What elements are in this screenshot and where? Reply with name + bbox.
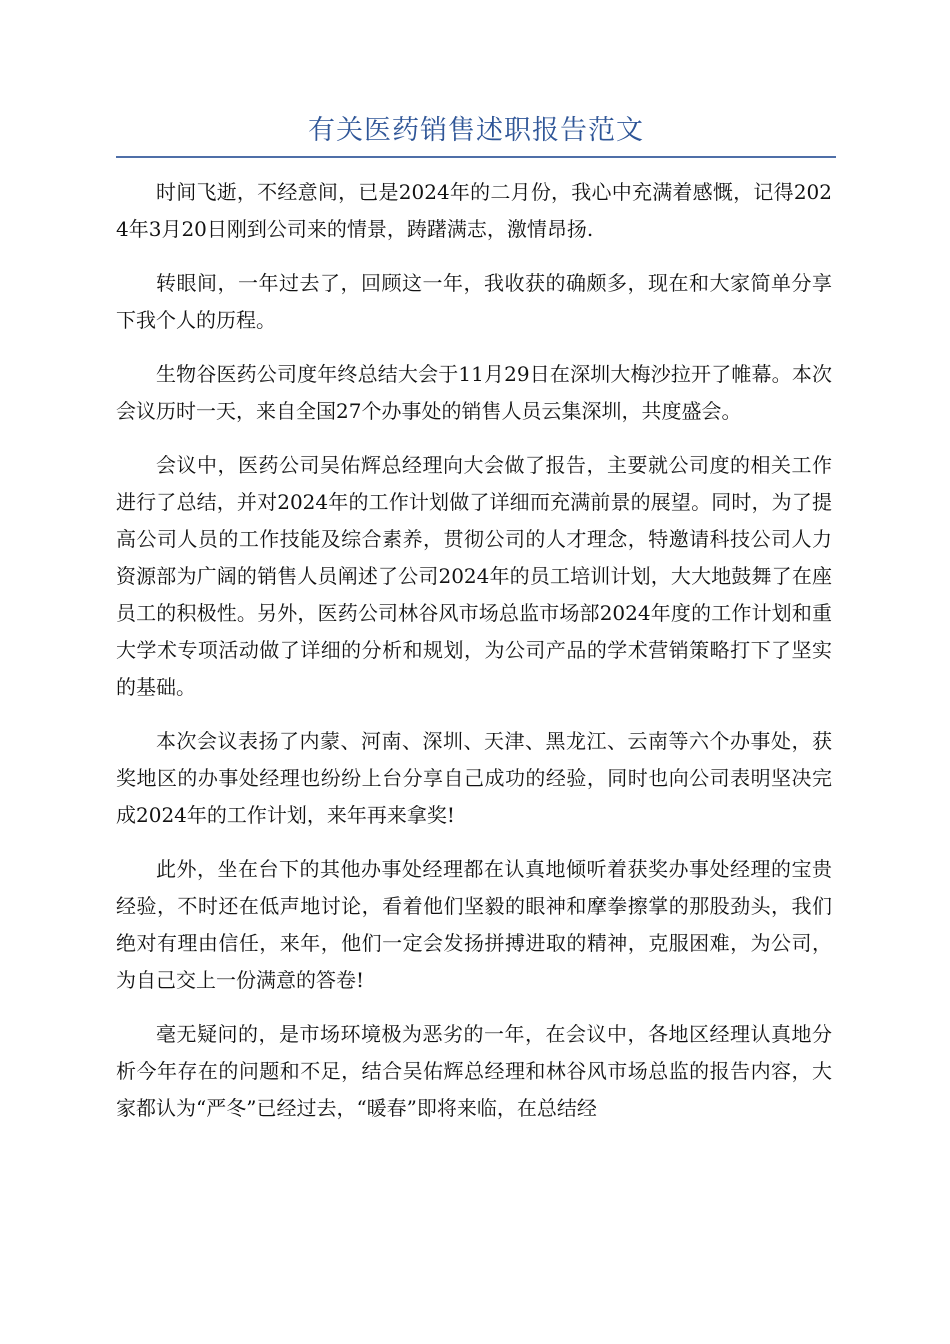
paragraph-6: 此外，坐在台下的其他办事处经理都在认真地倾听着获奖办事处经理的宝贵经验，不时还在低声地讨论，看着他们坚毅的眼神和摩拳擦掌的那股劲头，我们绝对有理由信任，来年，他们一定会发扬拼搏进取的精神，克服困难，为公司，为自己交上一份满意的答卷! bbox=[116, 857, 832, 992]
paragraph-3: 生物谷医药公司度年终总结大会于11月29日在深圳大梅沙拉开了帷幕。本次会议历时一天，来自全国27个办事处的销售人员云集深圳，共度盛会。 bbox=[116, 362, 832, 423]
paragraph-2: 转眼间，一年过去了，回顾这一年，我收获的确颇多，现在和大家简单分享下我个人的历程。 bbox=[116, 271, 832, 332]
paragraph-5: 本次会议表扬了内蒙、河南、深圳、天津、黑龙江、云南等六个办事处，获奖地区的办事处经理也纷纷上台分享自己成功的经验，同时也向公司表明坚决完成2024年的工作计划，来年再来拿奖! bbox=[116, 729, 832, 827]
document-title: 有关医药销售述职报告范文 bbox=[308, 115, 644, 146]
paragraph-4: 会议中，医药公司吴佑辉总经理向大会做了报告，主要就公司度的相关工作进行了总结，并对2024年的工作计划做了详细而充满前景的展望。同时，为了提高公司人员的工作技能及综合素养，贯彻公司的人才理念，特邀请科技公司人力资源部为广阔的销售人员阐述了公司2024年的员工培训计划，大大地鼓舞了在座员工的积极性。另外，医药公司林谷风市场总监市场部2024年度的工作计划和重大学术专项活动做了详细的分析和规划，为公司产品的学术营销策略打下了坚实的基础。 bbox=[116, 453, 832, 699]
paragraph-7: 毫无疑问的，是市场环境极为恶劣的一年，在会议中，各地区经理认真地分析今年存在的问题和不足，结合吴佑辉总经理和林谷风市场总监的报告内容，大家都认为“严冬”已经过去，“暖春”即将来临，在总结经 bbox=[116, 1022, 832, 1120]
paragraph-1: 时间飞逝，不经意间，已是2024年的二月份，我心中充满着感慨，记得2024年3月20日刚到公司来的情景，踌躇满志，激情昂扬. bbox=[116, 180, 832, 241]
title-block bbox=[116, 112, 836, 158]
document-body bbox=[116, 174, 832, 1144]
